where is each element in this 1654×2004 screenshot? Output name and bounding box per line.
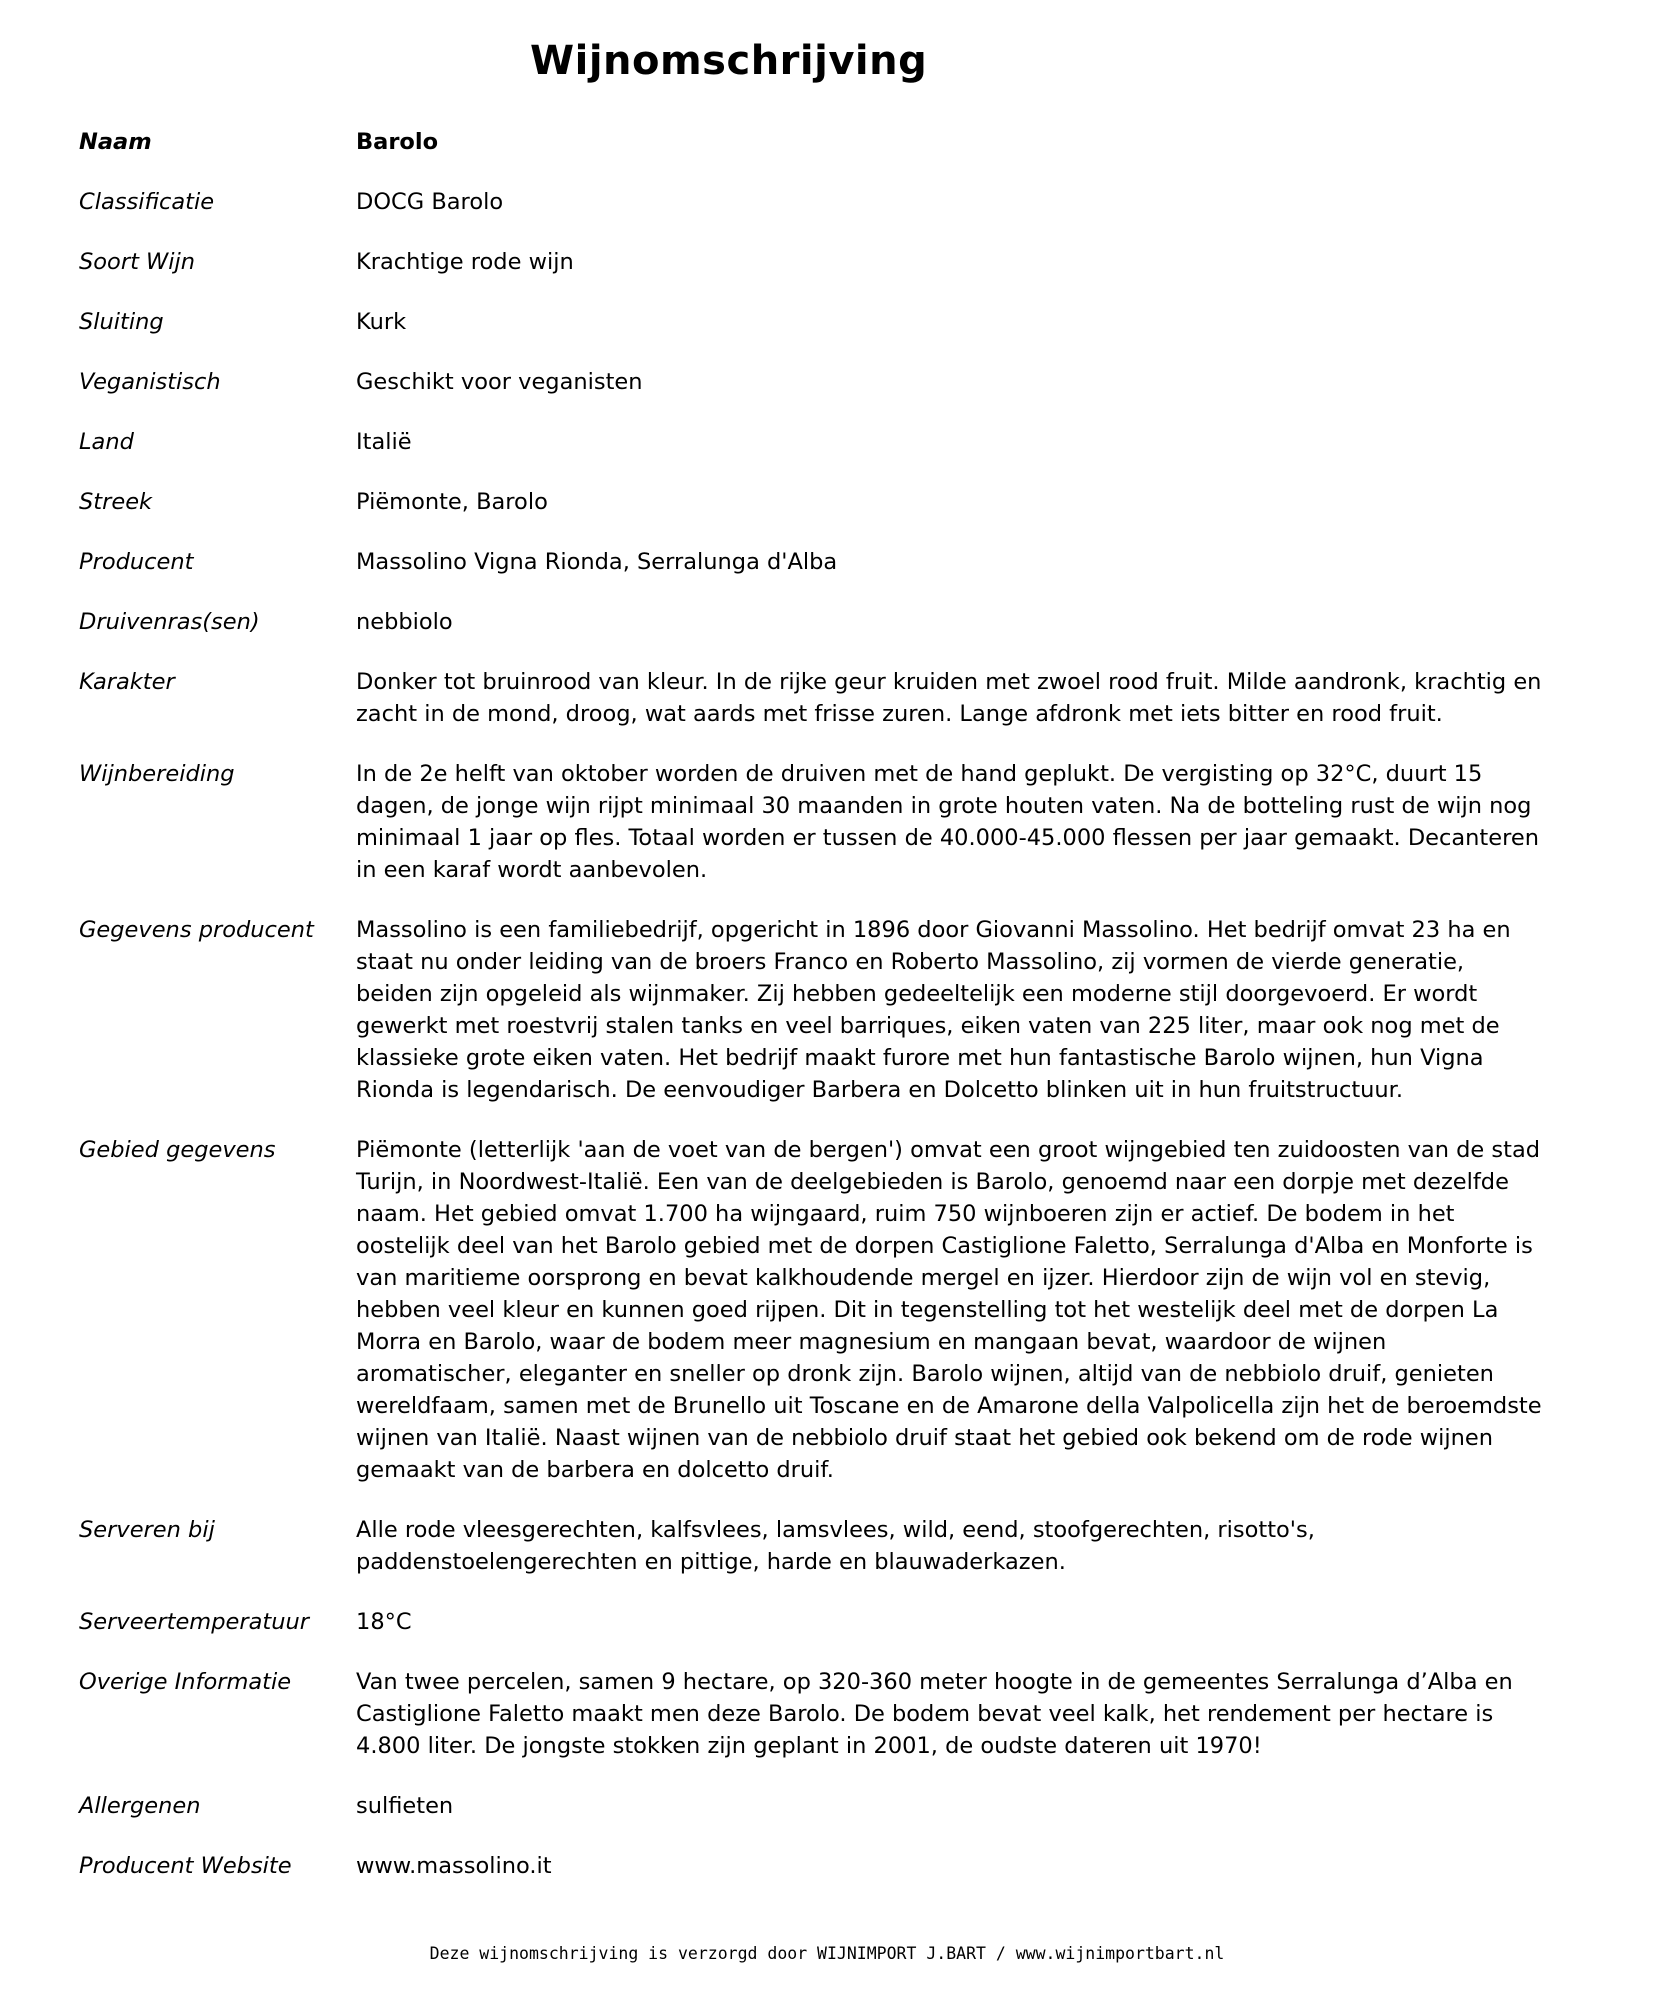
value-producent-website: www.massolino.it <box>356 1853 552 1879</box>
label-karakter: Karakter <box>79 669 175 695</box>
label-druivenras: Druivenras(sen) <box>79 609 260 635</box>
label-serveertemperatuur: Serveertemperatuur <box>79 1609 309 1635</box>
value-producent: Massolino Vigna Rionda, Serralunga d'Alba <box>356 549 838 575</box>
value-sluiting: Kurk <box>356 309 407 335</box>
label-gegevens-producent: Gegevens producent <box>79 917 314 943</box>
value-serveren-bij: Alle rode vleesgerechten, kalfsvlees, lamsvlees, wild, eend, stoofgerechten, risotto's, paddenstoelengerechten en pittige, harde en blauwaderkazen. <box>356 1517 1315 1575</box>
footer-credit: Deze wijnomschrijving is verzorgd door WIJNIMPORT J.BART / www.wijnimportbart.nl <box>429 1944 1225 1963</box>
value-karakter: Donker tot bruinrood van kleur. In de rijke geur kruiden met zwoel rood fruit. Milde aandronk, krachtig en zacht in de mond, droog, wat aards met frisse zuren. Lange afdronk met iets bitter en rood fruit. <box>356 669 1542 727</box>
value-wijnbereiding: In de 2e helft van oktober worden de druiven met de hand geplukt. De vergisting op 32°C, duurt 15 dagen, de jonge wijn rijpt minimaal 30 maanden in grote houten vaten. Na de botteling rust de wijn nog minimaal 1 jaar op fles. Totaal worden er tussen de 40.000-45.000 flessen per jaar gemaakt. Decanteren in een karaf wordt aanbevolen. <box>356 761 1539 883</box>
value-druivenras: nebbiolo <box>356 609 453 635</box>
label-gebied-gegevens: Gebied gegevens <box>79 1137 276 1163</box>
label-producent-website: Producent Website <box>79 1853 292 1879</box>
label-allergenen: Allergenen <box>79 1793 201 1819</box>
label-overige-informatie: Overige Informatie <box>79 1669 292 1695</box>
value-serveertemperatuur: 18°C <box>356 1609 412 1635</box>
label-land: Land <box>79 429 134 455</box>
value-naam: Barolo <box>356 129 439 155</box>
value-land: Italië <box>356 429 412 455</box>
value-gebied-gegevens: Piëmonte (letterlijk 'aan de voet van de bergen') omvat een groot wijngebied ten zuidoosten van de stad Turijn, in Noordwest-Italië. Een van de deelgebieden is Barolo, genoemd naar een dorpje met dezelfde naam. Het gebied omvat 1.700 ha wijngaard, ruim 750 wijnboeren zijn er actief. De bodem in het oostelijk deel van het Barolo gebied met de dorpen Castiglione Faletto, Serralunga d'Alba en Monforte is van maritieme oorsprong en bevat kalkhoudende mergel en ijzer. Hierdoor zijn de wijn vol en stevig, hebben veel kleur en kunnen goed rijpen. Dit in tegenstelling tot het westelijk deel met de dorpen La Morra en Barolo, waar de bodem meer magnesium en mangaan bevat, waardoor de wijnen aromatischer, eleganter en sneller op dronk zijn. Barolo wijnen, altijd van de nebbiolo druif, genieten wereldfaam, samen met de Brunello uit Toscane en de Amarone della Valpolicella zijn het de beroemdste wijnen van Italië. Naast wijnen van de nebbiolo druif staat het gebied ook bekend om de rode wijnen gemaakt van de barbera en dolcetto druif. <box>356 1137 1542 1483</box>
page-title: Wijnomschrijving <box>530 38 928 84</box>
label-veganistisch: Veganistisch <box>79 369 221 395</box>
label-sluiting: Sluiting <box>79 309 164 335</box>
label-wijnbereiding: Wijnbereiding <box>79 761 235 787</box>
label-serveren-bij: Serveren bij <box>79 1517 215 1543</box>
label-naam: Naam <box>79 129 152 155</box>
value-streek: Piëmonte, Barolo <box>356 489 548 515</box>
label-soort-wijn: Soort Wijn <box>79 249 196 275</box>
label-producent: Producent <box>79 549 194 575</box>
value-allergenen: sulfieten <box>356 1793 454 1819</box>
label-classificatie: Classificatie <box>79 189 215 215</box>
value-classificatie: DOCG Barolo <box>356 189 504 215</box>
value-overige-informatie: Van twee percelen, samen 9 hectare, op 320-360 meter hoogte in de gemeentes Serralunga d’Alba en Castiglione Faletto maakt men deze Barolo. De bodem bevat veel kalk, het rendement per hectare is 4.800 liter. De jongste stokken zijn geplant in 2001, de oudste dateren uit 1970! <box>356 1669 1513 1759</box>
value-gegevens-producent: Massolino is een familiebedrijf, opgericht in 1896 door Giovanni Massolino. Het bedrijf omvat 23 ha en staat nu onder leiding van de broers Franco en Roberto Massolino, zij vormen de vierde generatie, beiden zijn opgeleid als wijnmaker. Zij hebben gedeeltelijk een moderne stijl doorgevoerd. Er wordt gewerkt met roestvrij stalen tanks en veel barriques, eiken vaten van 225 liter, maar ook nog met de klassieke grote eiken vaten. Het bedrijf maakt furore met hun fantastische Barolo wijnen, hun Vigna Rionda is legendarisch. De eenvoudiger Barbera en Dolcetto blinken uit in hun fruitstructuur. <box>356 917 1511 1103</box>
label-streek: Streek <box>79 489 153 515</box>
value-veganistisch: Geschikt voor veganisten <box>356 369 643 395</box>
value-soort-wijn: Krachtige rode wijn <box>356 249 574 275</box>
